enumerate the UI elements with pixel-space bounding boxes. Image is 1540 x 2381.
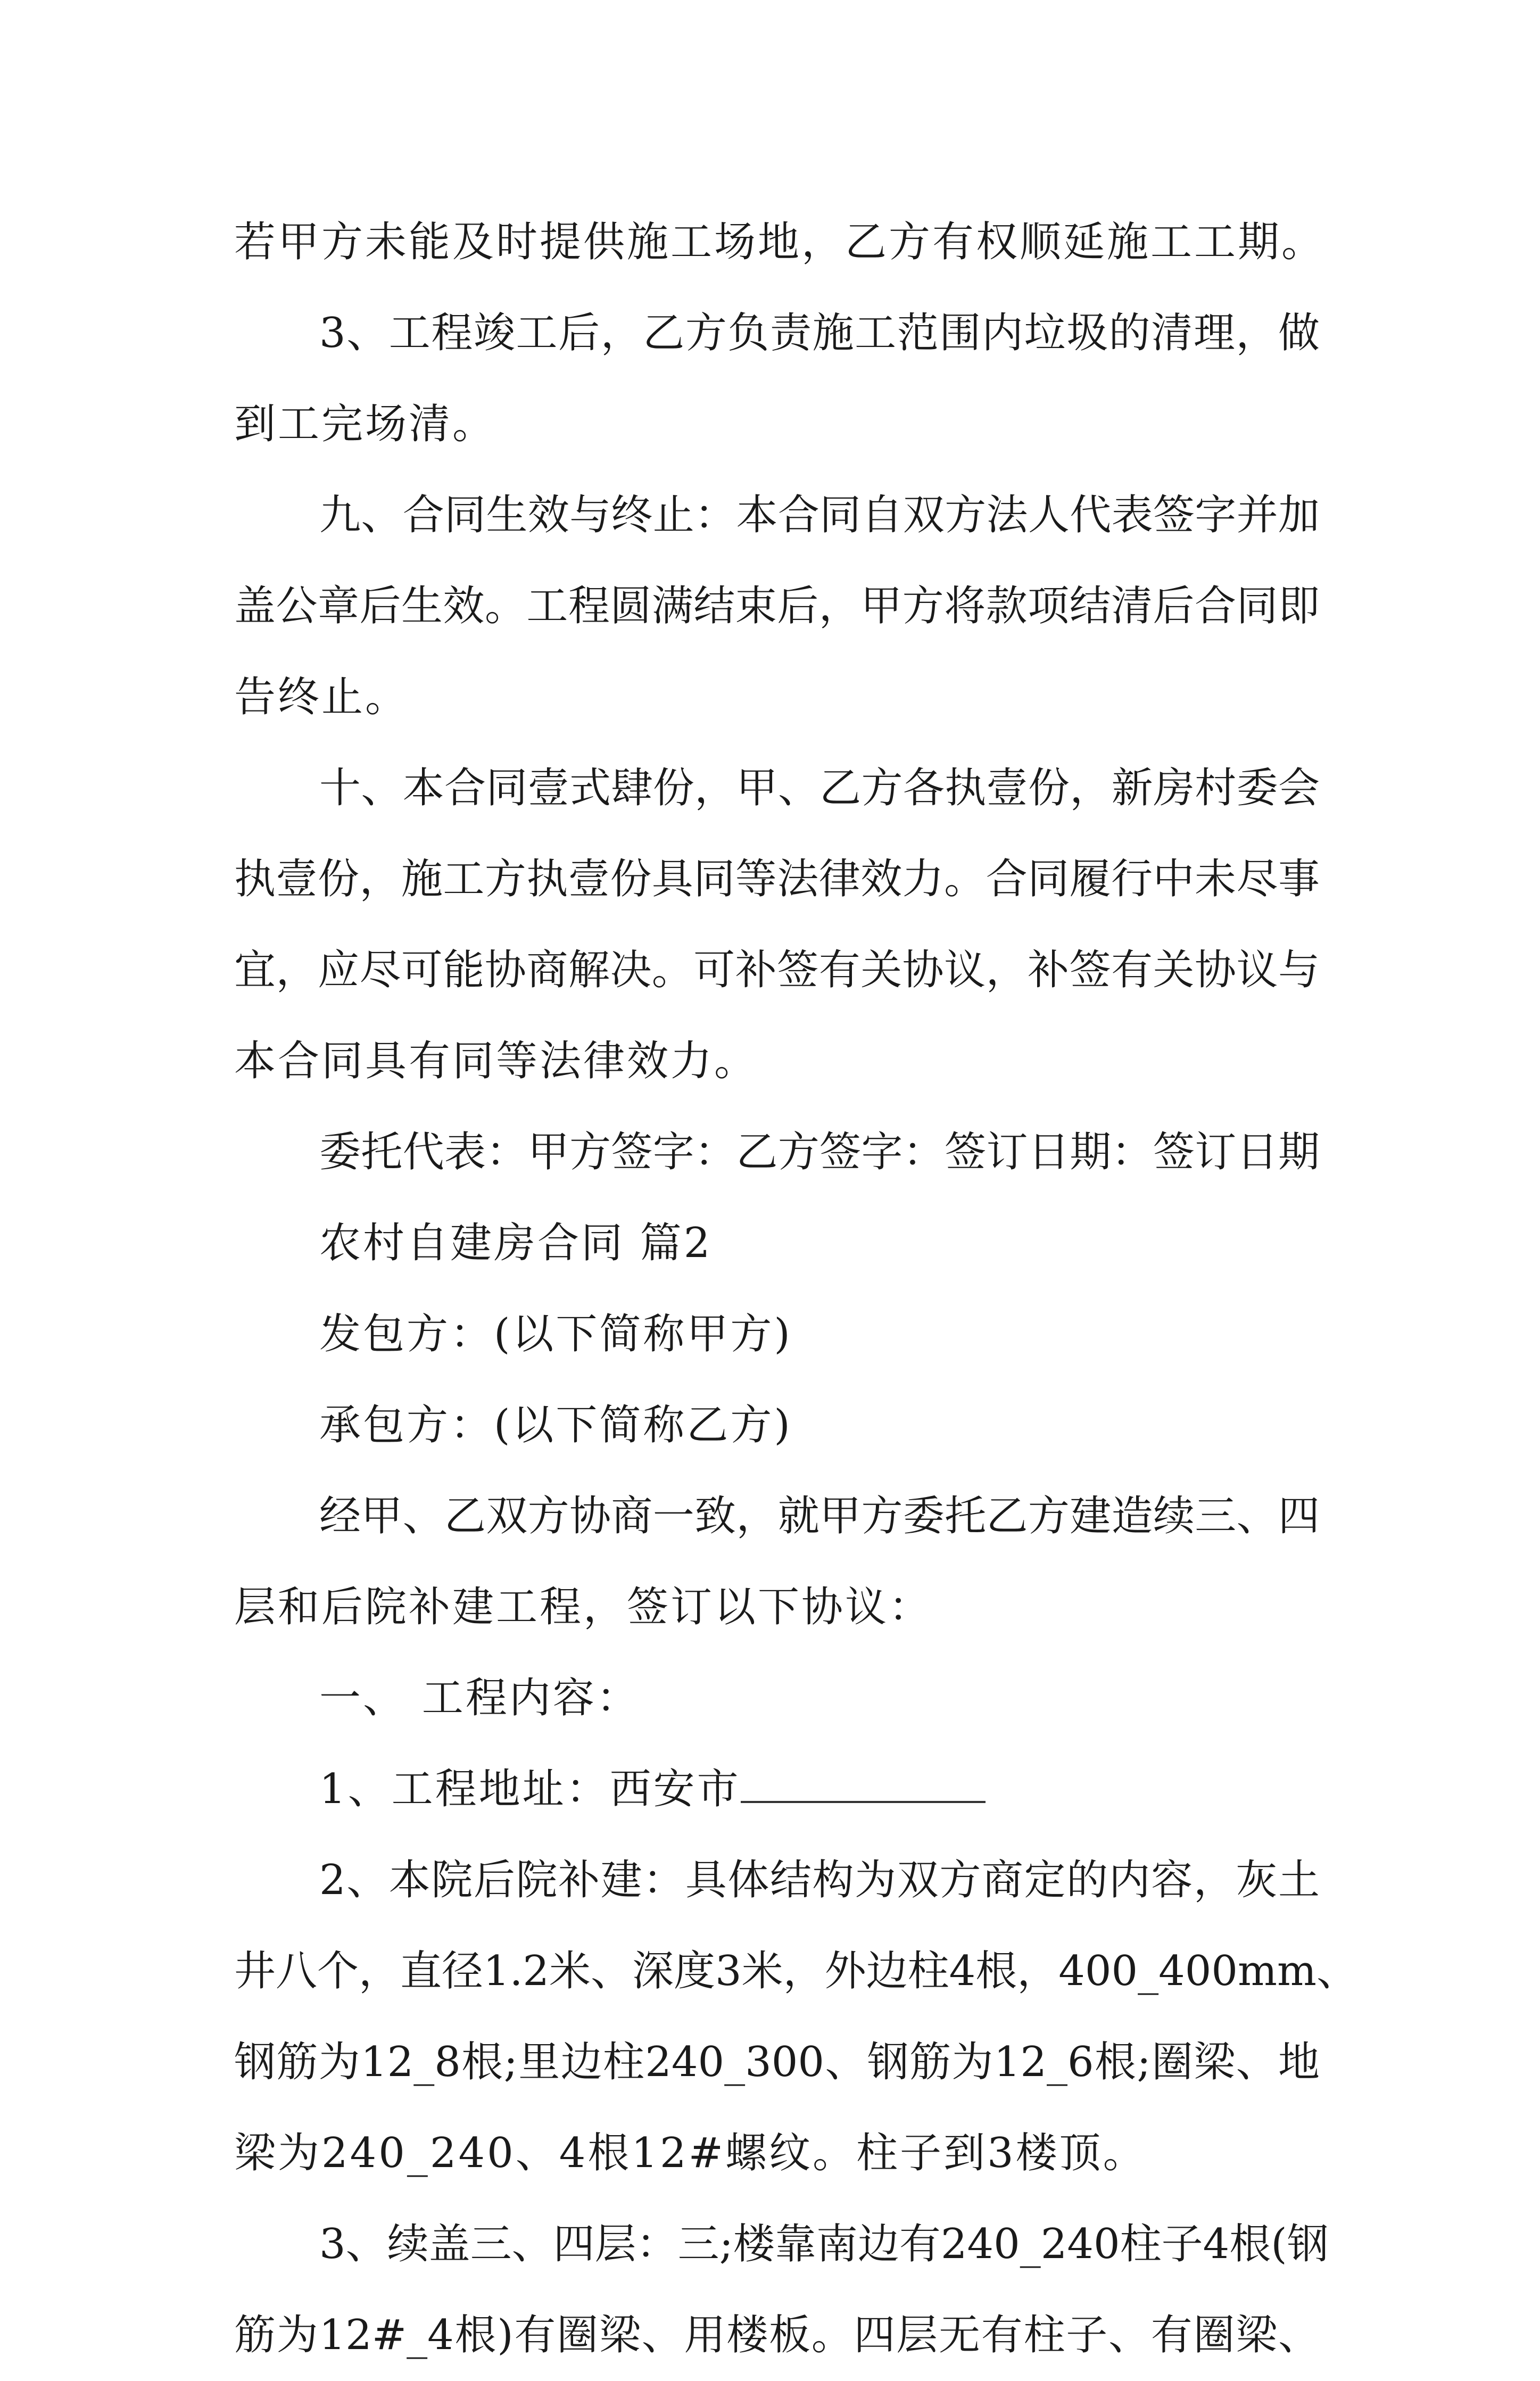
address-label: 1、工程地址：西安市 [319,1765,741,1813]
text-line: 本合同具有同等法律效力。 [234,1037,758,1085]
text-line: 九、合同生效与终止：本合同自双方法人代表签字并加 [319,491,1320,539]
clause-heading: 一、 工程内容： [319,1674,640,1722]
text-line: 盖公章后生效。工程圆满结束后，甲方将款项结清后合同即 [234,582,1320,630]
text-line: 宜，应尽可能协商解决。可补签有关协议，补签有关协议与 [234,946,1320,994]
text-line: 钢筋为12_8根;里边柱240_300、钢筋为12_6根;圈梁、地 [234,2038,1320,2086]
address-line [234,1744,1320,1835]
text-line: 3、工程竣工后，乙方负责施工范围内垃圾的清理，做 [319,309,1320,357]
document-page [234,197,1358,2381]
text-line: 梁为240_240、4根12#螺纹。柱子到3楼顶。 [234,2129,1147,2177]
text-line: 层和后院补建工程，签订以下协议： [234,1583,933,1631]
signature-line: 委托代表：甲方签字：乙方签字：签订日期：签订日期 [319,1128,1320,1176]
text-line: 3、续盖三、四层：三;楼靠南边有240_240柱子4根(钢 [319,2220,1329,2268]
text-line: 井八个，直径1.2米、深度3米，外边柱4根，400_400mm、 [234,1947,1358,1995]
text-line: 筋为12#_4根)有圈梁、用楼板。四层无有柱子、有圈梁、 [234,2311,1320,2359]
section-heading: 农村自建房合同 篇2 [319,1219,713,1267]
address-blank [741,1767,986,1803]
text-line: 2、本院后院补建：具体结构为双方商定的内容，灰土 [319,1856,1320,1904]
party-a-line: 发包方：(以下简称甲方) [319,1310,792,1358]
text-line: 十、本合同壹式肆份，甲、乙方各执壹份，新房村委会 [319,764,1320,812]
text-line: 到工完场清。 [234,400,496,448]
text-line: 若甲方未能及时提供施工场地，乙方有权顺延施工工期。 [234,218,1326,266]
party-b-line: 承包方：(以下简称乙方) [319,1401,792,1449]
text-line: 经甲、乙双方协商一致，就甲方委托乙方建造续三、四 [319,1492,1320,1540]
text-line: 告终止。 [234,673,409,721]
text-line: 执壹份，施工方执壹份具同等法律效力。合同履行中未尽事 [234,855,1320,903]
